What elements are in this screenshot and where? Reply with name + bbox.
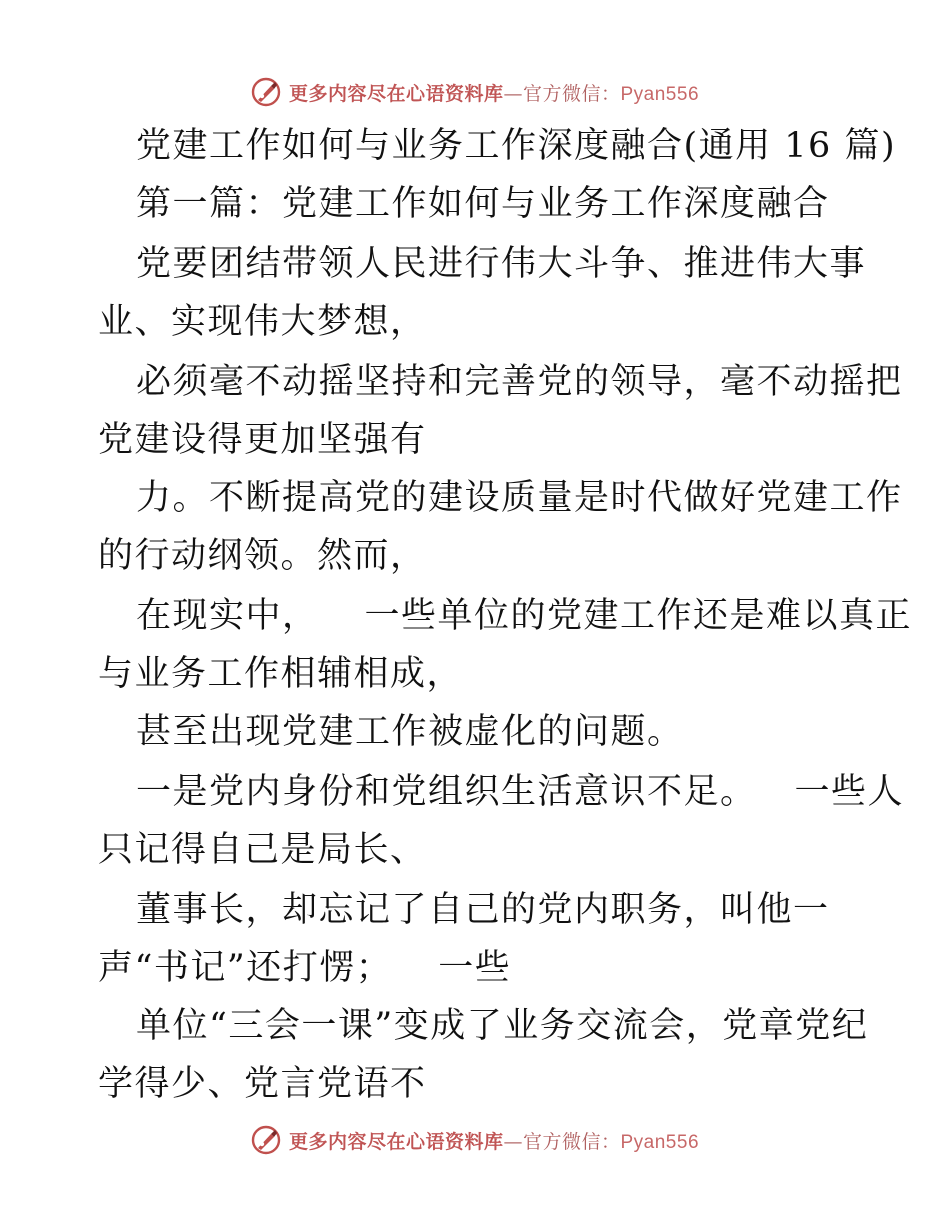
paragraph-3-line-2: 的行动纲领。然而， [98, 536, 427, 576]
paragraph-7-line-2a: 声“书记”还打愣； [98, 948, 393, 988]
banner-library-text: 更多内容尽在心语资料库 [288, 1130, 504, 1153]
paragraph-6-line-1b: 一些人 [794, 772, 905, 812]
banner-wechat-label: 官方微信： [522, 82, 621, 105]
banner-wechat-label: 官方微信： [522, 1130, 621, 1153]
banner-text [289, 1127, 699, 1154]
quill-logo-icon [251, 77, 281, 107]
footer-banner [0, 1120, 950, 1160]
banner-wechat-id: Pyan556 [620, 83, 700, 105]
banner-content [251, 1125, 699, 1155]
quill-logo-icon [251, 1125, 281, 1155]
paragraph-6-line-2: 只记得自己是局长、 [98, 830, 427, 870]
section-heading: 第一篇：党建工作如何与业务工作深度融合 [136, 184, 830, 224]
banner-library-text: 更多内容尽在心语资料库 [288, 82, 504, 105]
paragraph-4-line-2: 与业务工作相辅相成， [98, 654, 464, 694]
paragraph-7-line-1: 董事长，却忘记了自己的党内职务，叫他一 [136, 890, 830, 930]
paragraph-7-line-2 [98, 948, 511, 988]
paragraph-8-line-2: 学得少、党言党语不 [98, 1064, 427, 1104]
paragraph-5-line-1: 甚至出现党建工作被虚化的问题。 [136, 712, 684, 752]
banner-text [289, 79, 699, 106]
paragraph-6-line-1a: 一是党内身份和党组织生活意识不足。 [136, 772, 757, 812]
paragraph-1-line-1: 党要团结带领人民进行伟大斗争、推进伟大事 [136, 244, 867, 284]
paragraph-8-line-1: 单位“三会一课”变成了业务交流会，党章党纪 [136, 1006, 869, 1046]
banner-wechat-id: Pyan556 [620, 1131, 700, 1153]
document-title: 党建工作如何与业务工作深度融合(通用 16 篇) [136, 126, 897, 166]
banner-separator: — [503, 82, 523, 105]
paragraph-3-line-1: 力。不断提高党的建设质量是时代做好党建工作 [136, 478, 903, 518]
paragraph-4-line-1 [136, 596, 912, 636]
paragraph-6-line-1 [136, 772, 904, 812]
paragraph-2-line-2: 党建设得更加坚强有 [98, 420, 427, 460]
paragraph-1-line-2: 业、实现伟大梦想， [98, 302, 427, 342]
paragraph-4-line-1a: 在现实中， [136, 596, 319, 636]
header-banner [0, 72, 950, 112]
banner-separator: — [503, 1130, 523, 1153]
banner-content [251, 77, 699, 107]
paragraph-4-line-1b: 一些单位的党建工作还是难以真正 [364, 596, 913, 636]
paragraph-7-line-2b: 一些 [438, 948, 512, 988]
paragraph-2-line-1: 必须毫不动摇坚持和完善党的领导，毫不动摇把 [136, 362, 903, 402]
